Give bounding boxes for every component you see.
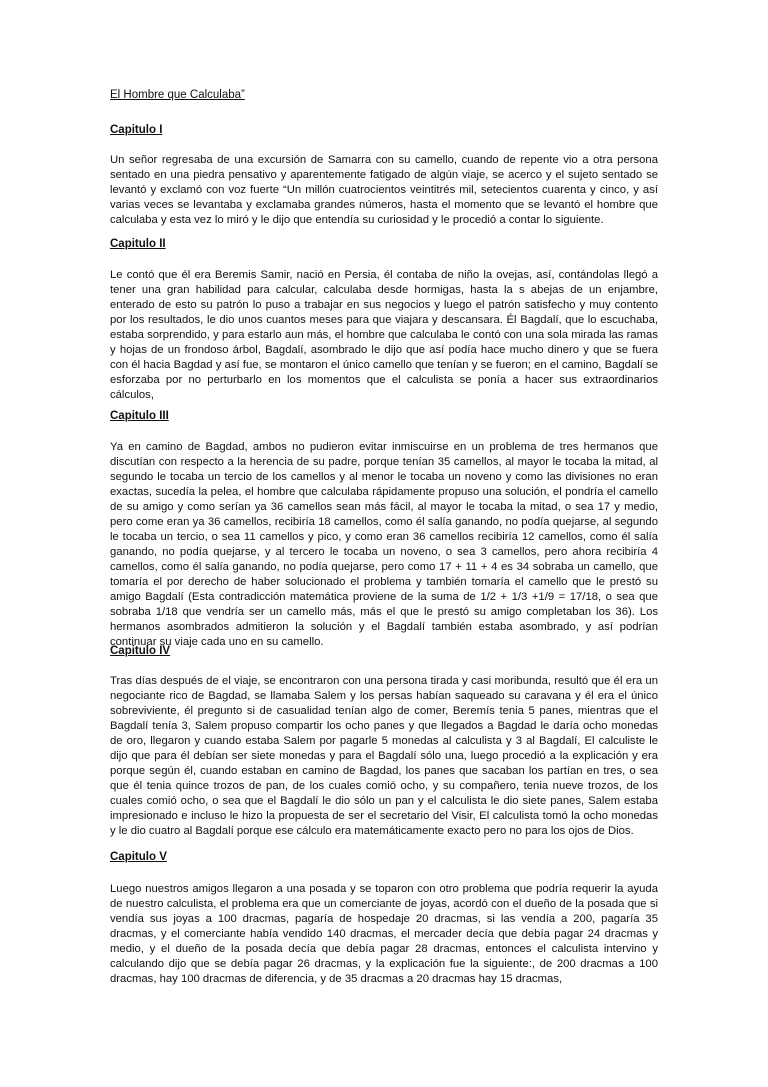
chapter-4-text: Tras días después de el viaje, se encontraron con una persona tirada y casi moribunda, resultó que él era un negociante rico de Bagdad, se llamaba Salem y los persas habían saqueado su caravana y él era el único sobreviviente, él pregunto si de casualidad tenían algo de comer, Beremís tenia 5 panes, mientras que el Bagdalí tenía 3, Salem propuso compartir los ocho panes y que llegados a Bagdad le daría ocho monedas de oro, llegaron y cuando estaba Salem por pagarle 5 monedas al calculista y 3 al Bagdalí, El calculiste le dijo que para él debían ser siete monedas y para el Bagdalí sólo una, luego procedió a la explicación y era porque según él, cuando estaban en camino de Bagdad, los panes que sacaban los partían en tres, o sea que él tenia quince trozos de pan, de los cuales comió ocho, y su compañero, tenia nueve trozos, de los cuales comió ocho, o sea que el Bagdalí le dio sólo un pan y el calculista le dio siete panes, Salem estaba impresionado e incluso le hizo la propuesta de ser el secretario del Visir, El calculista tomó la ocho monedas y le dio cuatro al Bagdalí porque ese cálculo era matemáticamente exacto pero no para los ojos de Dios.: [110, 675, 658, 837]
chapter-4-heading: Capitulo IV: [110, 645, 171, 657]
chapter-1-text: Un señor regresaba de una excursión de Samarra con su camello, cuando de repente vio a otra persona sentado en una piedra pensativo y aparentemente fatigado de algún viaje, se acerco y el sujeto sentado se levantó y exclamó con voz fuerte “Un millón cuatrocientos veintitrés mil, setecientos cuarenta y cinco, y así varias veces se levantaba y exclamaba grandes números, hasta el momento que se levantó el hombre que calculaba y esta vez lo miró y le dijo que entendía su curiosidad y le procedió a contar lo siguiente.: [110, 154, 658, 226]
chapter-3-text: Ya en camino de Bagdad, ambos no pudieron evitar inmiscuirse en un problema de tres hermanos que discutían con respecto a la herencia de su padre, porque tenían 35 camellos, al mayor le tocaba la mitad, al segundo le tocaba un tercio de los camellos y al menor le tocaba un noveno y como las divisiones no eran exactas, sucedía la pelea, el hombre que calculaba rápidamente propuso una solución, el pondría el camello de su amigo y como serían ya 36 camellos sean más fácil, al mayor le tocaba la mitad, o sea 17 y medio, pero come eran ya 36 camellos, recibiría 18 camellos, como él salía ganando, no podía quejarse, al segundo le tocaba un tercio, o sea 11 camellos y pico, y como eran 36 camellos recibiría 12 camellos, como él salía ganando, no podía quejarse, y al tercero le tocaba un noveno, o sea 3 camellos, pero ahora recibiría 4 camellos, como él salía ganando, no podía quejarse, pero como 17 + 11 + 4 es 34 sobraba un camello, que tomaría el por derecho de haber solucionado el problema y también tomaría el camello que le prestó su amigo Bagdalí (Esta contradicción matemática proviene de la suma de 1/2 + 1/3 +1/9 = 17/18, o sea que sobraba 1/18 que vendría ser un camello más, más el que le prestó su amigo completaban los 36). Los hermanos asombrados admitieron la solución y el Bagdalí también estaba asombrado, y así podrían continuar su viaje cada uno en su camello.: [110, 441, 658, 648]
chapter-5-text: Luego nuestros amigos llegaron a una posada y se toparon con otro problema que podría requerir la ayuda de nuestro calculista, el problema era que un comerciante de joyas, acordó con el dueño de la posada que si vendía sus joyas a 100 dracmas, pagaría de hospedaje 20 dracmas, si las vendía a 200, pagaría 35 dracmas, y el comerciante había vendido 140 dracmas, el mercader decía que debía pagar 24 dracmas y medio, y el dueño de la posada decía que debía pagar 28 dracmas, entonces el calculista intervino y calculando dijo que se debía pagar 26 dracmas, y la explicación fue la siguiente:, de 200 dracmas a 100 dracmas, hay 100 dracmas de diferencia, y de 35 dracmas a 20 dracmas hay 15 dracmas,: [110, 883, 658, 985]
document-title: El Hombre que Calculaba”: [110, 89, 245, 101]
chapter-2-text: Le contó que él era Beremis Samir, nació en Persia, él contaba de niño la ovejas, así, contándolas llegó a tener una gran habilidad para calcular, calculaba desde hormigas, hasta la s abejas de un enjambre, enterado de esto su patrón lo puso a trabajar en sus negocios y luego el patrón satisfecho y muy contento por los resultados, le dio unos cuantos meses para que viajara y descansara. Él Bagdalí, que lo escuchaba, estaba sorprendido, y para estarlo aun más, el hombre que calculaba le contó con una sola mirada las ramas y hojas de un frondoso árbol, Bagdalí, asombrado le dijo que así podía hace mucho dinero y que se fuera con él hacia Bagdad y así fue, se montaron el único camello que tenían y se fueron; en el camino, Bagdalí se esforzaba por no perturbarlo en los momentos que el calculista se ponía a hacer sus extraordinarios cálculos,: [110, 269, 658, 401]
chapter-3-heading: Capitulo III: [110, 410, 169, 422]
chapter-1-heading: Capitulo I: [110, 124, 163, 136]
chapter-2-heading: Capitulo II: [110, 238, 166, 250]
chapter-5-heading: Capitulo V: [110, 851, 167, 863]
